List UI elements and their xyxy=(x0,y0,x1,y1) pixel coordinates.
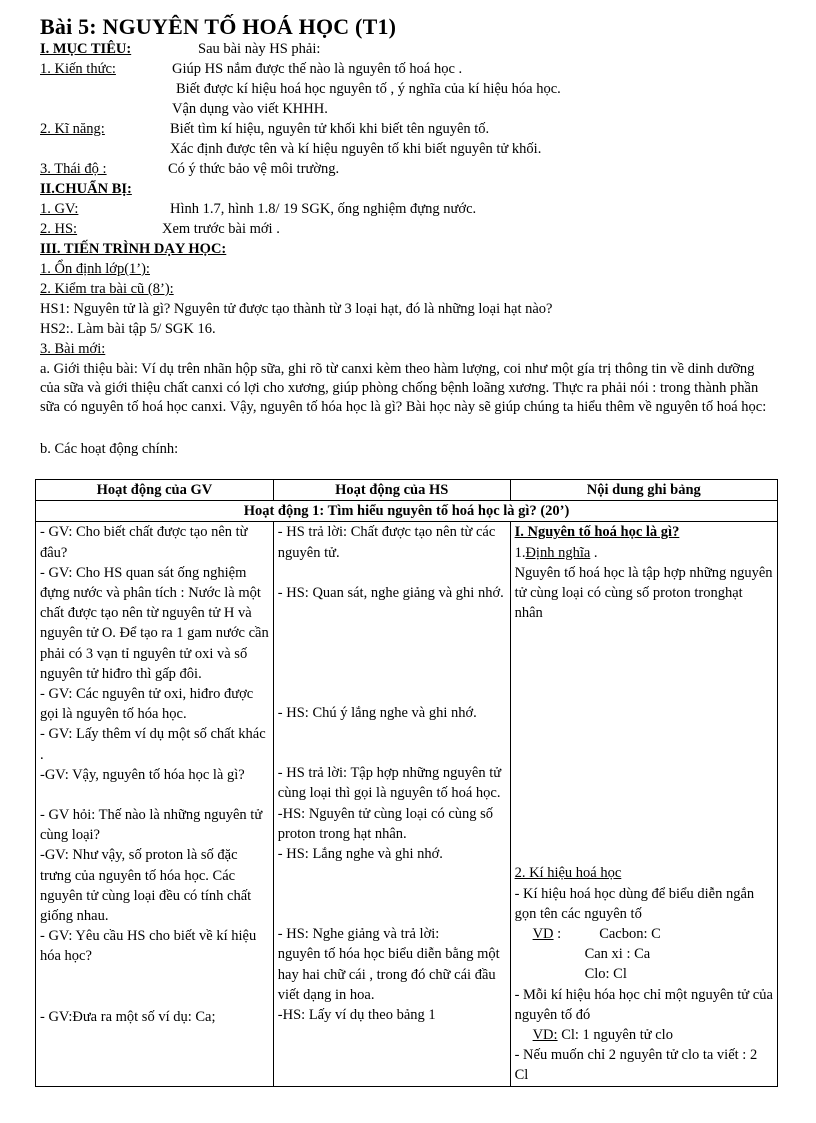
knowledge-line: Giúp HS nắm được thế nào là nguyên tố hoá học . xyxy=(172,61,463,77)
objectives-row xyxy=(40,40,131,59)
spacer xyxy=(278,563,506,583)
definition-label: Định nghĩa xyxy=(525,544,591,561)
teacher-prep-label: 1. GV: xyxy=(40,201,79,217)
example-chlorine: Clo: Cl xyxy=(584,966,627,983)
spacer xyxy=(515,723,773,743)
spacer xyxy=(515,763,773,783)
spacer xyxy=(278,884,506,904)
main-activities-label: b. Các hoạt động chính: xyxy=(40,441,179,457)
new-lesson-label: 3. Bài mới: xyxy=(40,341,106,357)
student-step: - HS: Quan sát, nghe giảng và ghi nhớ. xyxy=(277,584,504,601)
example-cl-text: Cl: 1 nguyên tử clo xyxy=(557,1027,673,1044)
student-step: -HS: Lấy ví dụ theo bảng 1 xyxy=(277,1007,436,1024)
spacer xyxy=(40,987,269,1007)
table-row xyxy=(36,522,778,1086)
lesson-introduction: a. Giới thiệu bài: Ví dụ trên nhãn hộp sữa, ghi rõ từ canxi kèm theo hàm lượng, coi như một gía trị thông tin về dinh dưỡng của sữa và giới thiệu chất canxi có lợi cho xương, giúp phòng chống bệnh loãng xương. Thực ra phải nói : trong thành phần sữa có nguyên tố hoá học canxi. Vậy, nguyên tố hóa học là gì? Bài học này sẽ giúp chúng ta hiểu thêm về nguyên tố hoá học: xyxy=(40,361,767,415)
spacer xyxy=(40,967,269,987)
procedure-heading: III. TIẾN TRÌNH DẠY HỌC: xyxy=(40,241,227,257)
review-question-2: HS2:. Làm bài tập 5/ SGK 16. xyxy=(40,321,216,337)
activity-table xyxy=(35,479,778,1087)
student-activity-cell xyxy=(273,522,510,1086)
spacer xyxy=(515,663,773,683)
spacer xyxy=(278,723,506,743)
student-step: - HS trả lời: Chất được tạo nên từ các nguyên tử. xyxy=(277,524,496,561)
teacher-prep-text: Hình 1.7, hình 1.8/ 19 SGK, ống nghiệm đựng nước. xyxy=(170,201,477,217)
spacer xyxy=(515,683,773,703)
example-row xyxy=(515,924,773,944)
spacer xyxy=(278,603,506,623)
symbol-definition: - Kí hiệu hoá học dùng để biểu diễn ngắn gọn tên các nguyên tố xyxy=(514,885,755,922)
class-setup: 1. Ổn định lớp(1’): xyxy=(40,261,150,277)
teacher-activity-cell xyxy=(36,522,274,1086)
two-atoms-note: - Nếu muốn chỉ 2 nguyên tử clo ta viết : 2 Cl xyxy=(514,1047,758,1084)
spacer xyxy=(278,904,506,924)
spacer xyxy=(40,785,269,805)
skills-line: Xác định được tên và kí hiệu nguyên tố khi biết nguyên tử khối. xyxy=(170,141,542,157)
teacher-step: - GV: Các nguyên tử oxi, hiđro được gọi là nguyên tố hóa học. xyxy=(40,686,254,723)
objectives-intro: Sau bài này HS phải: xyxy=(198,41,321,57)
teacher-step: - GV: Yêu cầu HS cho biết về kí hiệu hóa học? xyxy=(40,928,257,965)
teacher-step: - GV:Đưa ra một số ví dụ: Ca; xyxy=(40,1008,216,1025)
spacer xyxy=(515,843,773,863)
spacer xyxy=(278,683,506,703)
knowledge-label: 1. Kiến thức: xyxy=(40,61,116,77)
spacer xyxy=(515,703,773,723)
spacer xyxy=(278,643,506,663)
spacer xyxy=(515,623,773,643)
spacer xyxy=(278,663,506,683)
symbol-meaning: - Mỗi kí hiệu hóa học chỉ một nguyên tử của nguyên tố đó xyxy=(514,986,773,1023)
teacher-step: -GV: Vậy, nguyên tố hóa học là gì? xyxy=(40,766,245,783)
student-step: - HS: Lắng nghe và ghi nhớ. xyxy=(277,846,443,863)
attitude-label: 3. Thái độ : xyxy=(40,161,107,177)
example-calcium: Can xi : Ca xyxy=(584,946,651,963)
preparation-heading: II.CHUẨN BỊ: xyxy=(40,181,132,197)
knowledge-line: Vận dụng vào viết KHHH. xyxy=(172,101,328,117)
activity-title-row xyxy=(36,501,778,522)
spacer xyxy=(515,743,773,763)
review-question-1: HS1: Nguyên tử là gì? Nguyên tử được tạo thành từ 3 loại hạt, đó là những loại hạt nào? xyxy=(40,301,553,317)
student-step: -HS: Nguyên tử cùng loại có cùng số proton trong hạt nhân. xyxy=(277,805,494,842)
student-step: - HS: Nghe giảng và trả lời: xyxy=(277,926,440,943)
example-label-cl: VD: xyxy=(532,1027,558,1044)
definition-punct: . xyxy=(590,544,598,561)
teacher-step: - GV: Lấy thêm ví dụ một số chất khác . xyxy=(40,726,266,763)
spacer xyxy=(278,864,506,884)
board-content-cell xyxy=(510,522,777,1086)
skills-label: 2. Kĩ năng: xyxy=(40,121,105,137)
student-step: - HS: Chú ý lắng nghe và ghi nhớ. xyxy=(277,705,477,722)
student-step: nguyên tố hóa học biểu diễn bằng một hay hai chữ cái , trong đó chữ cái đầu viết dạng in hoa. xyxy=(277,946,500,1003)
student-step: - HS trả lời: Tập hợp những nguyên tử cùng loại thì gọi là nguyên tố hoá học. xyxy=(277,765,502,802)
lesson-title: Bài 5: NGUYÊN TỐ HOÁ HỌC (T1) xyxy=(40,14,397,39)
example-colon: : xyxy=(553,926,562,943)
review-check: 2. Kiểm tra bài cũ (8’): xyxy=(40,281,174,297)
spacer xyxy=(515,803,773,823)
spacer xyxy=(515,823,773,843)
teacher-step: -GV: Như vậy, số proton là số đặc trưng của nguyên tố hóa học. Các nguyên tử cùng loại đều có tính chất giống nhau. xyxy=(40,847,252,925)
student-prep-text: Xem trước bài mới . xyxy=(162,221,280,237)
spacer xyxy=(278,623,506,643)
definition-text: Nguyên tố hoá học là tập hợp những nguyên tử cùng loại có cùng số proton tronghạt nhân xyxy=(514,564,773,622)
attitude-text: Có ý thức bảo vệ môi trường. xyxy=(168,161,340,177)
knowledge-line: Biết được kí hiệu hoá học nguyên tố , ý nghĩa của kí hiệu hóa học. xyxy=(176,81,561,97)
spacer xyxy=(515,783,773,803)
student-prep-label: 2. HS: xyxy=(40,221,78,237)
example-carbon: Cacbon: C xyxy=(599,926,661,943)
objectives-heading: I. MỤC TIÊU: xyxy=(40,41,132,57)
teacher-step: - GV hỏi: Thế nào là những nguyên tử cùng loại? xyxy=(40,807,263,844)
example-label: VD xyxy=(532,926,554,943)
header-student-activity: Hoạt động của HS xyxy=(273,480,510,501)
table-header-row xyxy=(36,480,778,501)
definition-number: 1. xyxy=(514,544,526,561)
header-board-content: Nội dung ghi bảng xyxy=(510,480,777,501)
teacher-step: - GV: Cho HS quan sát ống nghiệm đựng nước và phân tích : Nước là một chất được tạo nên từ nguyên tử H và nguyên tử O. Để tạo ra 1 gam nước cần phải có 3 vạn tỉ nguyên tử oxi và số nguyên tử hiđro thì gấp đôi. xyxy=(40,564,269,682)
example-row-cl xyxy=(515,1025,773,1045)
definition-label-row xyxy=(515,543,773,563)
spacer xyxy=(278,743,506,763)
header-teacher-activity: Hoạt động của GV xyxy=(36,480,274,501)
skills-line: Biết tìm kí hiệu, nguyên tử khối khi biết tên nguyên tố. xyxy=(170,121,490,137)
teacher-step: - GV: Cho biết chất được tạo nên từ đâu? xyxy=(40,524,248,561)
spacer xyxy=(515,643,773,663)
activity-title: Hoạt động 1: Tìm hiểu nguyên tố hoá học là gì? (20’) xyxy=(36,501,778,522)
section-heading-definition: I. Nguyên tố hoá học là gì? xyxy=(514,524,680,541)
section-heading-symbol: 2. Kí hiệu hoá học xyxy=(514,865,622,882)
